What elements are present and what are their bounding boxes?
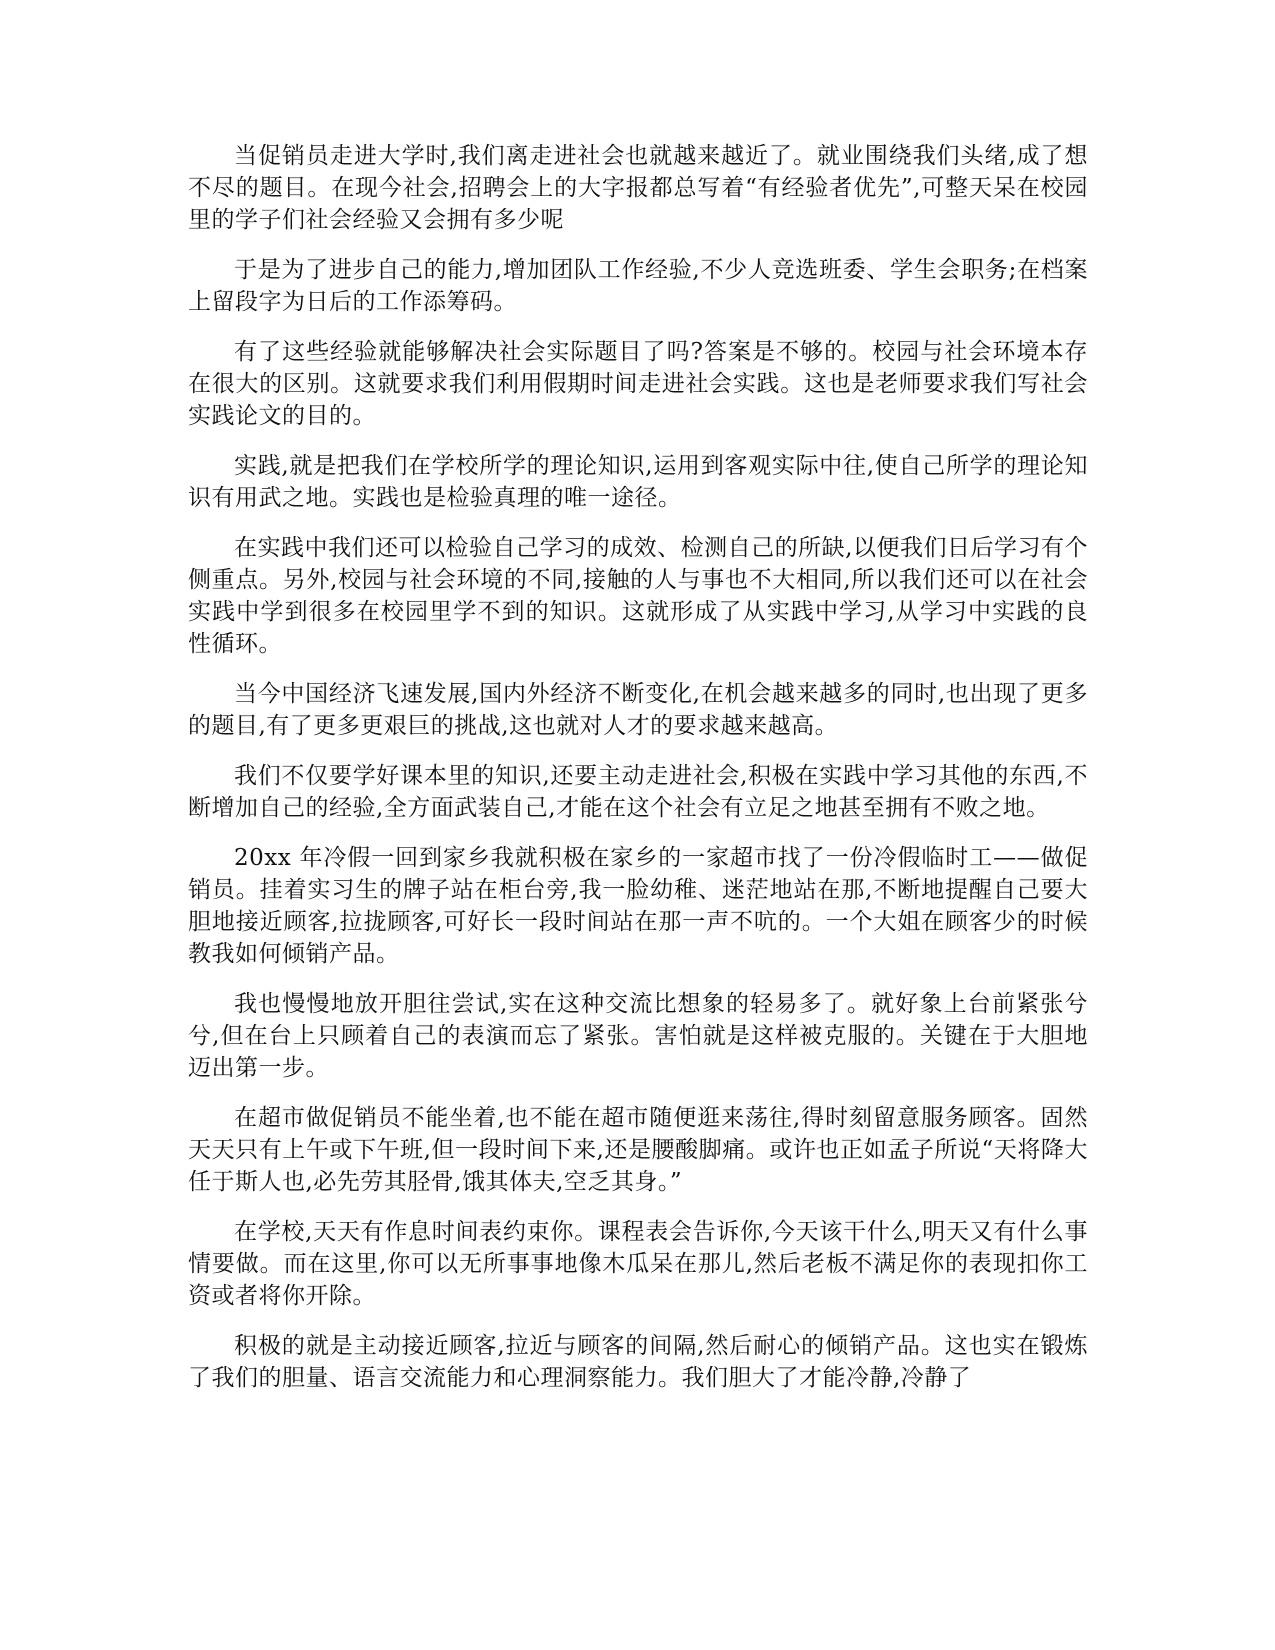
paragraph-4: 实践,就是把我们在学校所学的理论知识,运用到客观实际中往,使自己所学的理论知识有用武之地。实践也是检验真理的唯一途径。 [188,453,1088,511]
paragraph-12: 积极的就是主动接近顾客,拉近与顾客的间隔,然后耐心的倾销产品。这也实在锻炼了我们的胆量、语言交流能力和心理洞察能力。我们胆大了才能冷静,冷静了 [188,1333,1088,1391]
paragraph-11: 在学校,天天有作息时间表约束你。课程表会告诉你,今天该干什么,明天又有什么事情要做。而在这里,你可以无所事事地像木瓜呆在那儿,然后老板不满足你的表现扣你工资或者将你开除。 [188,1219,1088,1309]
paragraph-2: 于是为了进步自己的能力,增加团队工作经验,不少人竞选班委、学生会职务;在档案上留段字为日后的工作添筹码。 [188,257,1088,315]
paragraph-1: 当促销员走进大学时,我们离走进社会也就越来越近了。就业围绕我们头绪,成了想不尽的题目。在现今社会,招聘会上的大字报都总写着“有经验者优先”,可整天呆在校园里的学子们社会经验又会拥有多少呢 [188,143,1088,233]
paragraph-3: 有了这些经验就能够解决社会实际题目了吗?答案是不够的。校园与社会环境本存在很大的区别。这就要求我们利用假期时间走进社会实践。这也是老师要求我们写社会实践论文的目的。 [188,339,1088,429]
paragraph-8: 20xx 年冷假一回到家乡我就积极在家乡的一家超市找了一份冷假临时工——做促销员。挂着实习生的牌子站在柜台旁,我一脸幼稚、迷茫地站在那,不断地提醒自己要大胆地接近顾客,拉拢顾客,可好长一段时间站在那一声不吭的。一个大姐在顾客少的时候教我如何倾销产品。 [188,845,1088,967]
document-body [188,140,1088,1412]
paragraph-6: 当今中国经济飞速发展,国内外经济不断变化,在机会越来越多的同时,也出现了更多的题目,有了更多更艰巨的挑战,这也就对人才的要求越来越高。 [188,681,1088,739]
paragraph-9: 我也慢慢地放开胆往尝试,实在这种交流比想象的轻易多了。就好象上台前紧张兮兮,但在台上只顾着自己的表演而忘了紧张。害怕就是这样被克服的。关键在于大胆地迈出第一步。 [188,991,1088,1081]
paragraph-7: 我们不仅要学好课本里的知识,还要主动走进社会,积极在实践中学习其他的东西,不断增加自己的经验,全方面武装自己,才能在这个社会有立足之地甚至拥有不败之地。 [188,763,1088,821]
paragraph-10: 在超市做促销员不能坐着,也不能在超市随便逛来荡往,得时刻留意服务顾客。固然天天只有上午或下午班,但一段时间下来,还是腰酸脚痛。或许也正如孟子所说“天将降大任于斯人也,必先劳其胫骨,饿其体夫,空乏其身。” [188,1105,1088,1195]
paragraph-5: 在实践中我们还可以检验自己学习的成效、检测自己的所缺,以便我们日后学习有个侧重点。另外,校园与社会环境的不同,接触的人与事也不大相同,所以我们还可以在社会实践中学到很多在校园里学不到的知识。这就形成了从实践中学习,从学习中实践的良性循环。 [188,535,1088,657]
